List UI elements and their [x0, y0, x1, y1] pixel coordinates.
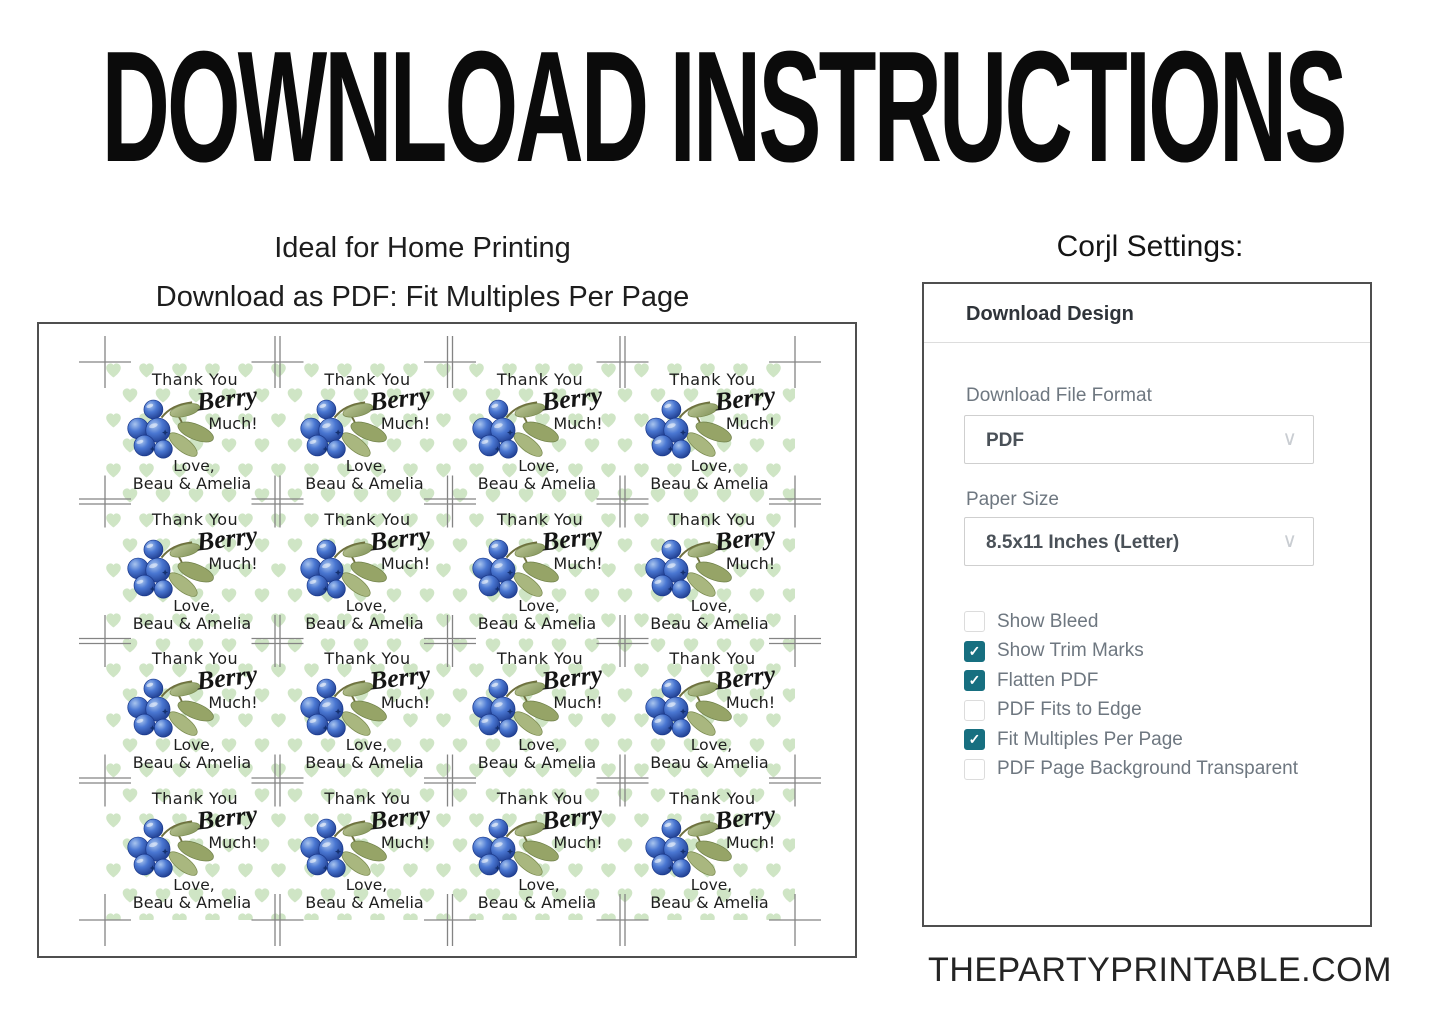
tag-line-love: Love,: [345, 736, 388, 754]
tag-line-berry: Berry: [712, 519, 777, 557]
tag-line-berry: Berry: [195, 519, 259, 557]
tag: [623, 502, 796, 642]
file-format-select[interactable]: [964, 415, 1314, 464]
tag-line-berry: Berry: [712, 659, 777, 696]
tag-line-names: Beau & Amelia: [305, 892, 424, 912]
tag-line-much: Much!: [380, 832, 431, 852]
tag-line-much: Much!: [553, 414, 603, 433]
tag: [450, 362, 623, 502]
tag: [623, 641, 796, 781]
tag-line-names: Beau & Amelia: [477, 892, 597, 912]
tag-line-love: Love,: [518, 457, 560, 475]
tag-line-names: Beau & Amelia: [132, 474, 252, 493]
tag-line-love: Love,: [690, 875, 733, 894]
tag-line-berry: Berry: [540, 659, 604, 696]
tag-line-thank-you: Thank You: [324, 370, 411, 389]
corjl-settings-heading: Corjl Settings:: [1056, 230, 1244, 263]
tag-line-berry: Berry: [712, 798, 777, 836]
tag-line-love: Love,: [690, 457, 733, 475]
checkbox[interactable]: [964, 611, 985, 632]
tag-line-berry: Berry: [367, 380, 432, 417]
chevron-down-icon: ∨: [1282, 428, 1297, 450]
tag-line-love: Love,: [345, 875, 388, 894]
settings-panel: [922, 282, 1372, 927]
checkbox-list: [964, 611, 1298, 780]
tag-line-thank-you: Thank You: [669, 649, 756, 668]
subtitle-line2: Download as PDF: Fit Multiples Per Page: [155, 281, 690, 313]
checkbox[interactable]: ✓: [964, 641, 985, 662]
tag-line-thank-you: Thank You: [151, 649, 239, 668]
tag-line-thank-you: Thank You: [496, 788, 584, 808]
checkbox[interactable]: ✓: [964, 729, 985, 750]
checkbox-label: Show Trim Marks: [997, 640, 1144, 661]
tag-line-love: Love,: [345, 457, 388, 475]
tag-line-thank-you: Thank You: [496, 509, 584, 529]
tag: [278, 362, 451, 502]
tag-line-much: Much!: [553, 832, 603, 852]
tag-line-berry: Berry: [712, 380, 777, 417]
file-format-label: Download File Format: [966, 385, 1152, 406]
page-title: DOWNLOAD INSTRUCTIONS: [100, 19, 1345, 195]
tag-line-thank-you: Thank You: [496, 649, 584, 668]
checkbox-row[interactable]: [964, 700, 1298, 721]
tag-line-names: Beau & Amelia: [477, 753, 597, 772]
chevron-down-icon: ∨: [1282, 530, 1297, 552]
tag-line-much: Much!: [208, 553, 258, 573]
tag-line-names: Beau & Amelia: [305, 613, 424, 633]
tag-line-thank-you: Thank You: [151, 509, 239, 529]
tag-line-berry: Berry: [367, 659, 432, 696]
paper-size-label: Paper Size: [966, 489, 1059, 510]
paper-size-value: 8.5x11 Inches (Letter): [986, 532, 1180, 553]
tag: [623, 781, 796, 921]
subtitle-line1: Ideal for Home Printing: [274, 232, 571, 264]
tag: [450, 641, 623, 781]
tag-line-much: Much!: [208, 693, 258, 712]
checkbox[interactable]: [964, 759, 985, 780]
tag-line-much: Much!: [725, 414, 776, 433]
tag-line-love: Love,: [518, 596, 560, 615]
tag: [623, 362, 796, 502]
tag-line-thank-you: Thank You: [324, 788, 411, 808]
checkbox-row[interactable]: [964, 611, 1298, 632]
paper-size-select[interactable]: [964, 517, 1314, 566]
tag-line-much: Much!: [553, 553, 603, 573]
tag-line-names: Beau & Amelia: [477, 613, 597, 633]
tag: [278, 781, 451, 921]
checkbox[interactable]: ✓: [964, 670, 985, 691]
tag-line-thank-you: Thank You: [324, 649, 411, 668]
tag-line-berry: Berry: [195, 659, 259, 696]
tag-line-much: Much!: [380, 414, 431, 433]
tag-line-love: Love,: [173, 457, 215, 475]
tag-line-berry: Berry: [367, 519, 432, 557]
tag-line-berry: Berry: [540, 798, 604, 836]
tag-line-much: Much!: [380, 693, 431, 712]
tag: [105, 641, 278, 781]
tag-line-berry: Berry: [195, 798, 259, 836]
panel-divider: [924, 342, 1370, 343]
tag-line-much: Much!: [553, 693, 603, 712]
tag-line-berry: Berry: [367, 798, 432, 836]
tag-line-love: Love,: [690, 596, 733, 615]
tag: [105, 781, 278, 921]
tag-line-much: Much!: [208, 414, 258, 433]
tag-line-love: Love,: [518, 736, 560, 754]
checkbox-row[interactable]: [964, 759, 1298, 780]
checkbox-label: Fit Multiples Per Page: [997, 728, 1183, 750]
tag-line-love: Love,: [345, 596, 388, 615]
tag-line-names: Beau & Amelia: [477, 474, 597, 493]
tag: [105, 502, 278, 642]
tag-line-berry: Berry: [195, 380, 259, 417]
tag-line-love: Love,: [518, 875, 560, 894]
tag-line-thank-you: Thank You: [496, 370, 584, 389]
tag-line-berry: Berry: [540, 519, 604, 557]
tag-line-names: Beau & Amelia: [305, 753, 424, 772]
tag-line-much: Much!: [725, 553, 776, 573]
tag: [278, 502, 451, 642]
checkbox-label: Show Bleed: [997, 610, 1099, 632]
tag-line-thank-you: Thank You: [669, 370, 756, 389]
tag: [450, 781, 623, 921]
tag-line-thank-you: Thank You: [669, 788, 756, 808]
checkbox-row[interactable]: [964, 641, 1298, 662]
tag-line-names: Beau & Amelia: [132, 892, 252, 912]
tag: [450, 502, 623, 642]
checkbox-row[interactable]: [964, 729, 1298, 750]
checkbox-label: Flatten PDF: [997, 669, 1099, 691]
tag-line-love: Love,: [173, 736, 215, 754]
checkbox-label: PDF Fits to Edge: [997, 699, 1142, 720]
tags-grid: [105, 362, 795, 920]
tag-line-names: Beau & Amelia: [650, 892, 769, 912]
tag-line-names: Beau & Amelia: [132, 753, 252, 772]
tag-line-names: Beau & Amelia: [305, 474, 424, 493]
tag-line-love: Love,: [690, 736, 733, 754]
tag-line-much: Much!: [380, 553, 431, 573]
tag: [105, 362, 278, 502]
tag-line-names: Beau & Amelia: [650, 753, 769, 772]
tag-line-much: Much!: [725, 693, 776, 712]
tag-line-thank-you: Thank You: [151, 788, 239, 808]
checkbox-label: PDF Page Background Transparent: [997, 758, 1299, 779]
tag-line-thank-you: Thank You: [669, 509, 756, 529]
preview-box: [37, 322, 857, 958]
tag-line-much: Much!: [725, 832, 776, 852]
tag-line-names: Beau & Amelia: [132, 613, 252, 633]
tag-line-love: Love,: [173, 875, 215, 894]
checkbox[interactable]: [964, 700, 985, 721]
file-format-value: PDF: [986, 430, 1024, 451]
checkbox-row[interactable]: [964, 670, 1298, 691]
tag-line-names: Beau & Amelia: [650, 474, 769, 493]
tag-line-berry: Berry: [540, 380, 604, 417]
tag-line-love: Love,: [173, 596, 215, 615]
footer-site-url: THEPARTYPRINTABLE.COM: [928, 951, 1392, 989]
tag-line-names: Beau & Amelia: [650, 613, 769, 633]
tag: [278, 641, 451, 781]
tag-line-thank-you: Thank You: [324, 509, 411, 529]
tag-line-much: Much!: [208, 832, 258, 852]
panel-title: Download Design: [966, 303, 1134, 325]
tag-line-thank-you: Thank You: [151, 370, 239, 389]
